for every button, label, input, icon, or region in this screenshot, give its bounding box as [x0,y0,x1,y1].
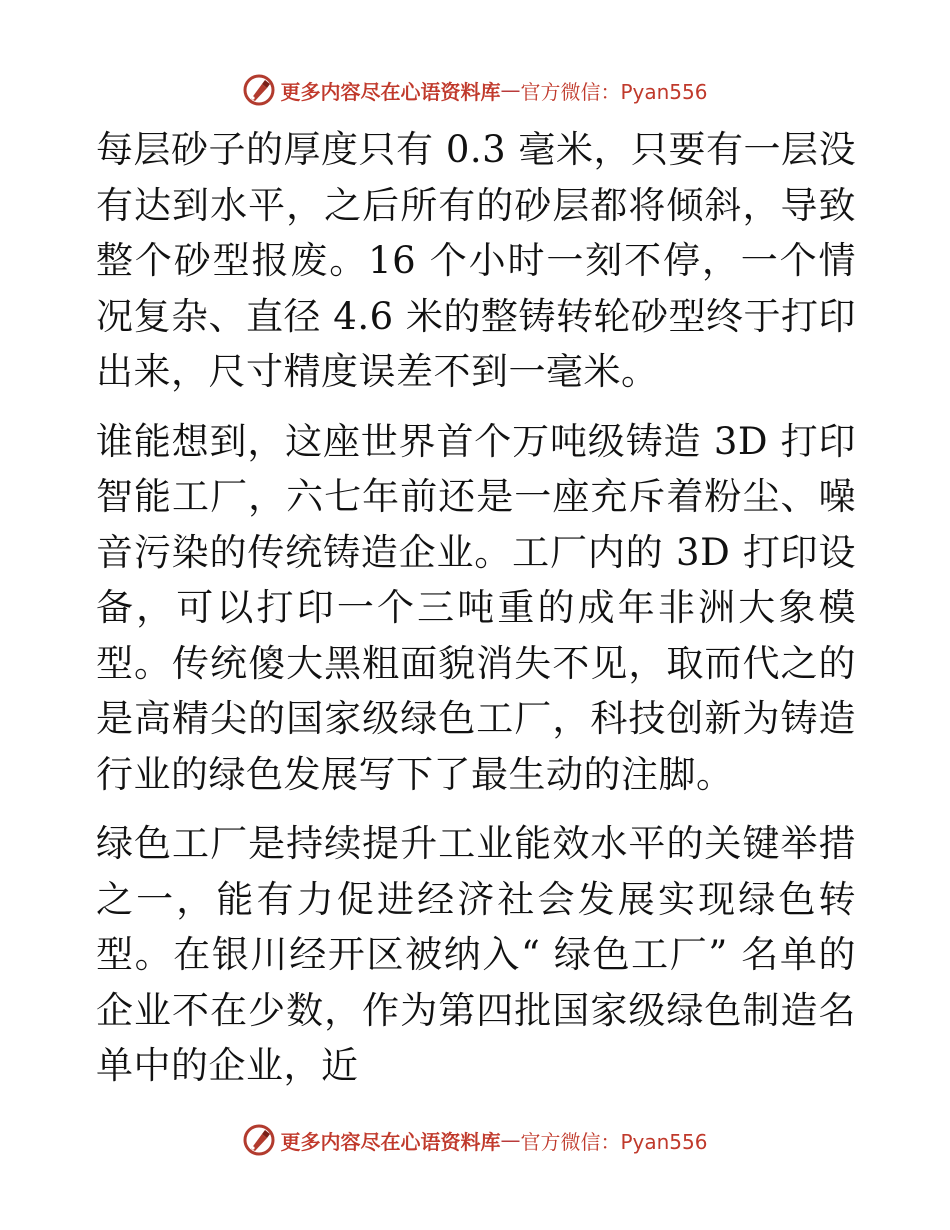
watermark-main-text: 更多内容尽在心语资料库 [280,1129,501,1154]
watermark-main-text: 更多内容尽在心语资料库 [280,79,501,104]
paragraph-1: 每层砂子的厚度只有 0.3 毫米，只要有一层没有达到水平，之后所有的砂层都将倾斜，导致整个砂型报废。16 个小时一刻不停，一个情况复杂、直径 4.6 米的整铸转轮砂型终于打印出来，尺寸精度误差不到一毫米。 [96,128,856,393]
paragraph-2: 谁能想到，这座世界首个万吨级铸造 3D 打印智能工厂，六七年前还是一座充斥着粉尘、噪音污染的传统铸造企业。工厂内的 3D 打印设备，可以打印一个三吨重的成年非洲大象模型。传统傻大黑粗面貌消失不见，取而代之的是高精尖的国家级绿色工厂，科技创新为铸造行业的绿色发展写下了最生动的注脚。 [96,419,856,796]
footer-watermark [0,1120,950,1160]
document-body [96,122,856,1108]
watermark-dash: — [500,78,521,102]
watermark-sub-text: 官方微信：Pyan556 [520,1129,708,1154]
paragraph-3: 绿色工厂是持续提升工业能效水平的关键举措之一，能有力促进经济社会发展实现绿色转型。在银川经开区被纳入“ 绿色工厂” 名单的企业不在少数，作为第四批国家级绿色制造名单中的企业，近 [96,822,856,1087]
pen-logo-icon [242,73,276,107]
watermark-sub-text: 官方微信：Pyan556 [520,79,708,104]
header-watermark [0,70,950,110]
pen-logo-icon [242,1123,276,1157]
watermark-dash: — [500,1128,521,1152]
